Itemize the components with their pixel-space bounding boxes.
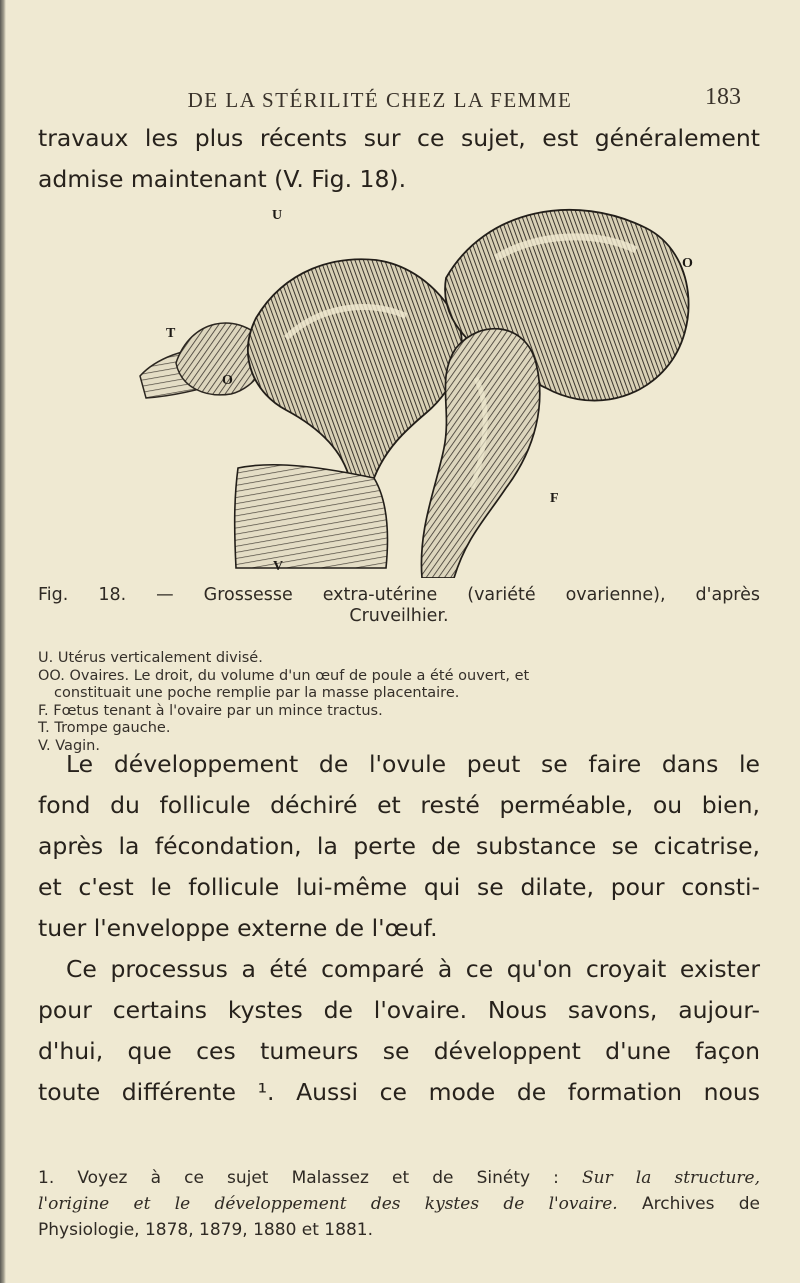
body-line: toute différente ¹. Aussi ce mode de formation nous (38, 1078, 760, 1106)
label-o-left: O (222, 373, 233, 388)
page-number: 183 (705, 84, 741, 110)
running-title: DE LA STÉRILITÉ CHEZ LA FEMME (187, 88, 573, 112)
figure-caption (38, 585, 760, 627)
footnote-line: Physiologie, 1878, 1879, 1880 et 1881. (38, 1220, 373, 1240)
legend-item: constituait une poche remplie par la masse placentaire. (54, 685, 460, 701)
body-line: et c'est le follicule lui-même qui se dilate, pour consti- (38, 873, 760, 901)
body-line: d'hui, que ces tumeurs se développent d'une façon (38, 1037, 760, 1065)
body-line: Ce processus a été comparé à ce qu'on croyait exister (66, 955, 760, 983)
label-t: T (166, 326, 176, 341)
caption-line: Fig. 18. — Grossesse extra-utérine (variété ovarienne), d'après (38, 585, 760, 605)
uterus-shape (248, 259, 462, 480)
legend-item: U. Utérus verticalement divisé. (38, 650, 263, 666)
intro-paragraph (38, 118, 760, 200)
label-f: F (550, 491, 559, 506)
intro-line: admise maintenant (V. Fig. 18). (38, 165, 407, 193)
body-line: pour certains kystes de l'ovaire. Nous savons, aujour- (38, 996, 760, 1024)
page-edge (0, 0, 6, 1283)
figure-legend (38, 650, 760, 755)
main-text (38, 744, 760, 1113)
legend-item: F. Fœtus tenant à l'ovaire par un mince tractus. (38, 702, 383, 719)
footnote-text: 1. Voyez à ce sujet Malassez et de Sinéty : (38, 1168, 582, 1188)
body-line: tuer l'enveloppe externe de l'œuf. (38, 914, 438, 942)
footnote-title: l'origine et le développement des kystes de l'ovaire. (38, 1194, 618, 1214)
legend-item: OO. Ovaires. Le droit, du volume d'un œuf de poule a été ouvert, et (38, 667, 530, 684)
label-u: U (272, 208, 283, 223)
body-line: après la fécondation, la perte de substance se cicatrise, (38, 832, 760, 860)
label-o-right: O (682, 256, 693, 271)
caption-line: Cruveilhier. (349, 606, 449, 626)
footnote (38, 1165, 760, 1243)
footnote-line (38, 1165, 760, 1191)
footnote-title: Sur la structure, (581, 1168, 761, 1188)
body-line: Le développement de l'ovule peut se faire dans le (66, 750, 760, 778)
intro-line: travaux les plus récents sur ce sujet, est généralement (38, 124, 760, 152)
legend-item: T. Trompe gauche. (38, 720, 171, 736)
label-v: V (273, 559, 284, 574)
vagina-shape (235, 465, 388, 568)
body-line: fond du follicule déchiré et resté perméable, ou bien, (38, 791, 760, 819)
footnote-line (38, 1191, 760, 1217)
footnote-text: Archives de (617, 1194, 760, 1214)
legend-item: V. Vagin. (38, 737, 100, 754)
anatomical-figure (136, 198, 704, 578)
